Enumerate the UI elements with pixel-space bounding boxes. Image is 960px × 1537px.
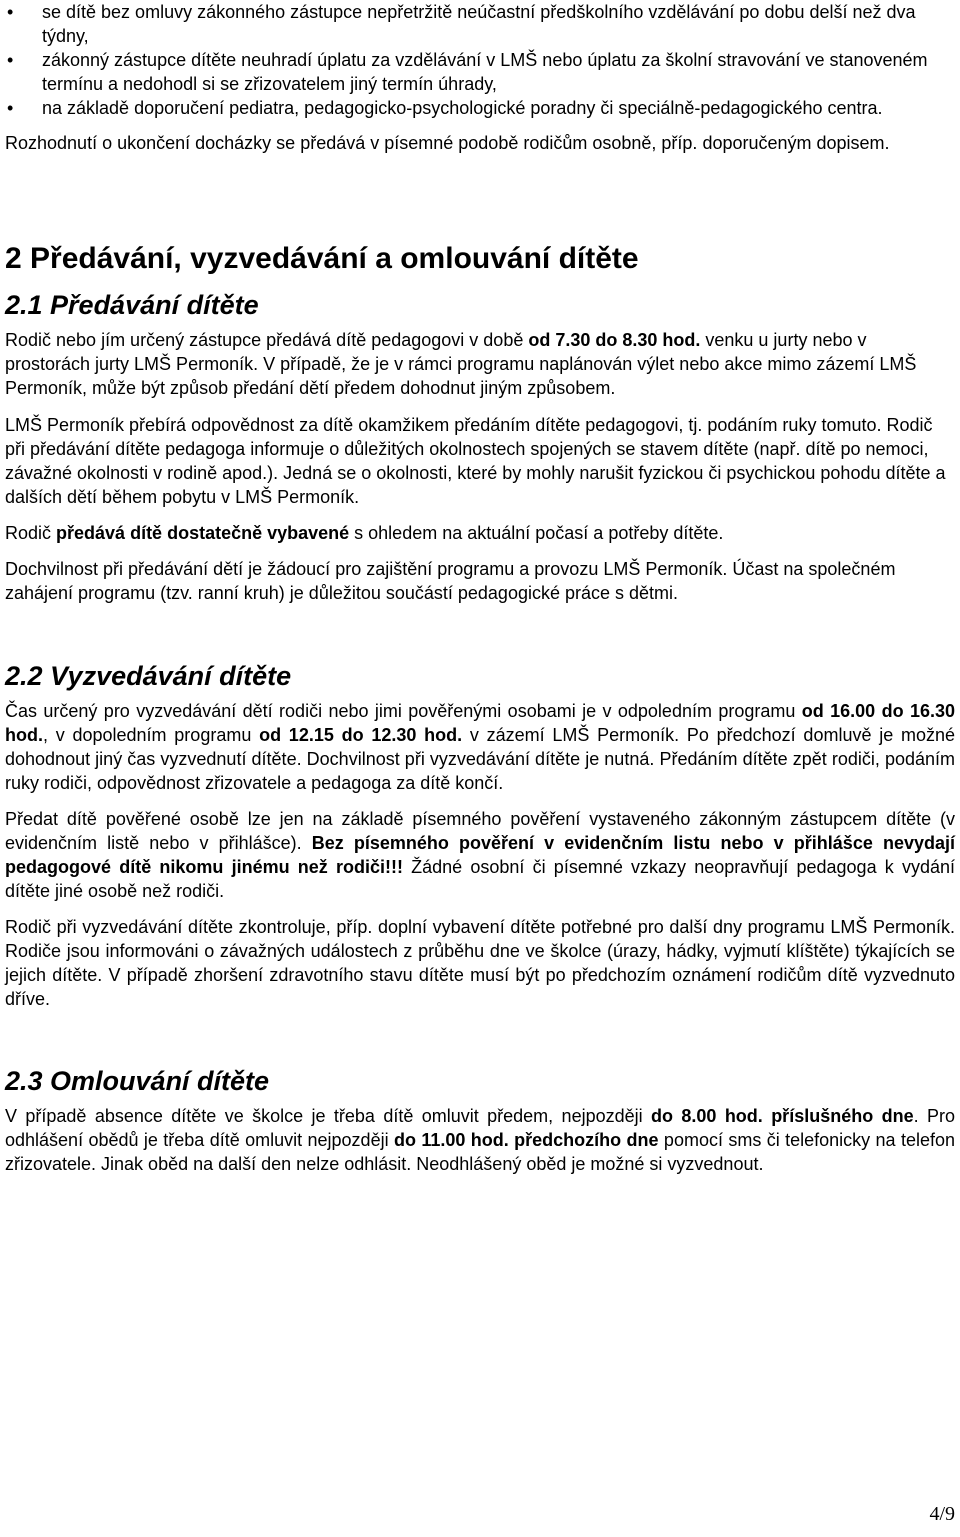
text-run: V případě absence dítěte ve školce je třeba dítě omluvit předem, nejpozději: [5, 1106, 652, 1126]
pickup-paragraph-2: [5, 807, 955, 903]
handover-paragraph-1: [5, 328, 955, 400]
list-item: • zákonný zástupce dítěte neuhradí úplatu za vzdělávání v LMŠ nebo úplatu za školní stravování ve stanoveném termínu a nedohodl si se zřizovatelem jiný termín úhrady,: [5, 48, 955, 96]
list-item: • na základě doporučení pediatra, pedagogicko-psychologické poradny či speciálně-pedagogického centra.: [5, 96, 955, 120]
bold-text: do 11.00 hod. předchozího dne: [393, 1130, 659, 1150]
handover-paragraph-4: Dochvilnost při předávání dětí je žádoucí pro zajištění programu a provozu LMŠ Permoník. Účast na společném zahájení programu (tzv. ranní kruh) je důležitou součástí pedagogické práce s dětmi.: [5, 559, 896, 603]
text-run: Rodič nebo jím určený zástupce předává dítě pedagogovi v době: [5, 330, 529, 350]
section-heading: 2 Předávání, vyzvedávání a omlouvání dítěte: [5, 242, 639, 275]
document-page: [5, 0, 955, 1176]
handover-paragraph-3: [5, 521, 955, 545]
bold-text: do 8.00 hod. příslušného dne: [651, 1106, 914, 1126]
text-run: pomocí sms či telefonicky na telefon zřizovatele. Jinak oběd na další den nelze odhlásit. Neodhlášený oběd je možné si vyzvednout.: [5, 1130, 955, 1174]
text-run: Předat dítě pověřené osobě lze jen na základě písemného pověření vystaveného zákonným zástupcem dítěte (v evidenčním listě nebo v přihlášce).: [5, 809, 955, 853]
pickup-paragraph-1: [5, 699, 955, 795]
text-run: . Pro odhlášení obědů je třeba dítě omluvit nejpozději: [5, 1106, 956, 1150]
text-run: Rodič: [5, 523, 57, 543]
text-run: v zázemí LMŠ Permoník. Po předchozí domluvě je možné dohodnout jiný čas vyzvednutí dítěte. Dochvilnost při vyzvedávání dítěte je nutná. Předáním dítěte zpět rodiči, podáním ruky rodiči, odpovědnost zřizovatele a pedagoga za dítě končí.: [5, 725, 955, 793]
text-run: Čas určený pro vyzvedávání dětí rodiči nebo jimi pověřenými osobami je v odpoledním programu: [5, 701, 802, 721]
bold-text: od 7.30 do 8.30 hod.: [528, 330, 701, 350]
bold-text: od 12.15 do 12.30 hod.: [259, 725, 463, 745]
subsection-heading-absence: 2.3 Omlouvání dítěte: [5, 1066, 270, 1096]
bold-text: Bez písemného pověření v evidenčním listu nebo v přihlášce nevydají pedagogové dítě nikomu jinému než rodiči!!!: [5, 833, 955, 877]
bold-text: od 16.00 do 16.30 hod.: [5, 701, 955, 745]
bold-text: předává dítě dostatečně vybavené: [56, 523, 350, 543]
termination-paragraph: Rozhodnutí o ukončení docházky se předává v písemné podobě rodičům osobně, příp. doporučeným dopisem.: [5, 133, 890, 153]
text-run: s ohledem na aktuální počasí a potřeby dítěte.: [349, 523, 724, 543]
text-run: venku u jurty nebo v prostorách jurty LMŠ Permoník. V případě, že je v rámci programu naplánován výlet nebo akce mimo zázemí LMŠ Permoník, může být způsob předání dětí předem dohodnut jiným způsobem.: [5, 330, 917, 398]
page-number: 4/9: [929, 1503, 955, 1525]
text-run: Žádné osobní či písemné vzkazy neopravňují pedagoga k vydání dítěte jiné osobě než rodiči.: [5, 857, 955, 901]
subsection-heading-pickup: 2.2 Vyzvedávání dítěte: [5, 661, 292, 691]
list-item: • se dítě bez omluvy zákonného zástupce nepřetržitě neúčastní předškolního vzdělávání po dobu delší než dva týdny,: [5, 0, 955, 48]
text-run: , v dopoledním programu: [43, 725, 260, 745]
termination-reasons-list: [5, 0, 955, 120]
subsection-heading-handover: 2.1 Předávání dítěte: [5, 290, 259, 320]
handover-paragraph-2: LMŠ Permoník přebírá odpovědnost za dítě okamžikem předáním dítěte pedagogovi, tj. podáním ruky tomuto. Rodič při předávání dítěte pedagoga informuje o důležitých okolnostech spojených se stavem dítěte (např. dítě po nemoci, závažné okolnosti v rodině apod.). Jedná se o okolnosti, které by mohly narušit fyzickou či psychickou pohodu dítěte a dalších dětí během pobytu v LMŠ Permoník.: [5, 415, 946, 507]
absence-paragraph: [5, 1104, 955, 1176]
pickup-paragraph-3: Rodič při vyzvedávání dítěte zkontroluje, příp. doplní vybavení dítěte potřebné pro další dny programu LMŠ Permoník. Rodiče jsou informováni o závažných událostech z průběhu dne ve školce (úrazy, hádky, vyjmutí klíštěte) týkajících se jejich dítěte. V případě zhoršení zdravotního stavu dítěte musí být po předchozím oznámení rodičům dítě vyzvednuto dříve.: [5, 917, 955, 1009]
